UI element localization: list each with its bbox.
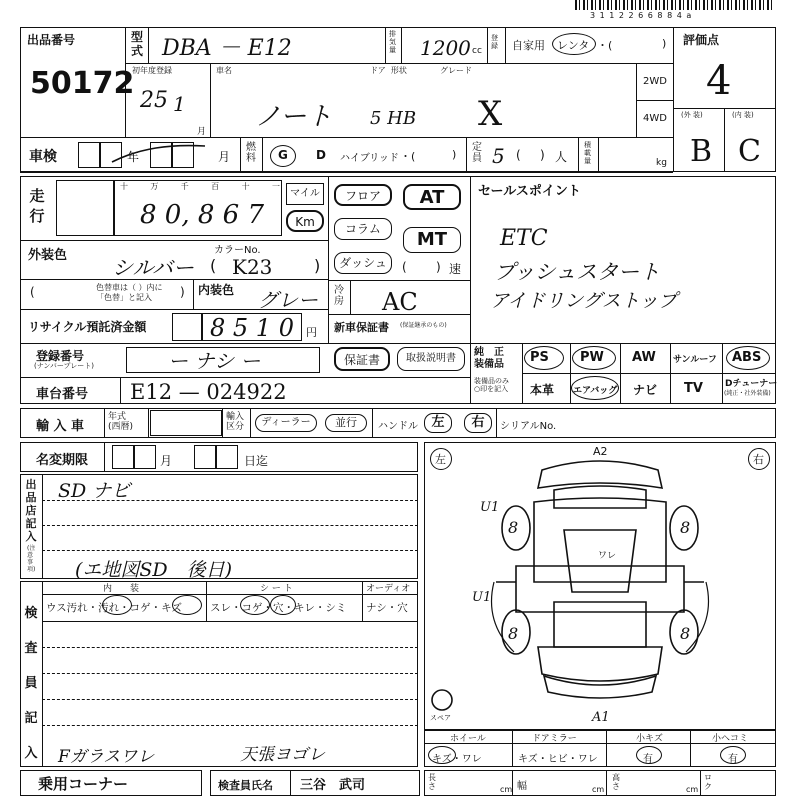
recycle-unit: 円	[306, 326, 317, 339]
equip-sunroof: サンルーフ	[673, 355, 717, 365]
shift-dash: ダッシュ	[334, 252, 392, 274]
table-scratch-value: 有	[643, 754, 653, 765]
mileage-digit-headers: 十 万 千 百 十 一	[120, 182, 280, 191]
recycle-label: リサイクル預託済金額	[28, 320, 147, 334]
interior-color-value: グレー	[258, 288, 318, 312]
exterior-label: (外 装)	[681, 111, 703, 119]
capacity-value: 5	[492, 144, 505, 168]
diagram-wheel-mark-rf: 8	[680, 518, 691, 537]
equipment-label: 純 正 装備品	[474, 347, 504, 370]
inspection-label: 車検	[29, 149, 57, 165]
ac-value: AC	[382, 288, 418, 316]
equip-airbag-circle	[571, 376, 619, 400]
load-unit: kg	[656, 158, 667, 168]
equip-pw-circle	[572, 346, 616, 370]
color-code-value: K23	[232, 255, 273, 279]
diagram-wheel-mark-lr: 8	[508, 624, 519, 643]
ac-label: 冷 房	[334, 285, 344, 307]
equip-pw: PW	[580, 350, 604, 365]
diagram-left-label: 左	[435, 453, 446, 466]
table-wheel-circle	[428, 746, 456, 764]
table-wheel-header: ホイール	[450, 734, 486, 744]
table-dent-header: 小ヘコミ	[712, 734, 749, 744]
check-circle-1	[102, 595, 132, 615]
footer-length-unit: cm	[500, 785, 513, 794]
fuel-d: D	[316, 148, 326, 162]
footer-inspector-name: 三谷 武司	[300, 778, 366, 793]
plate-value: ー ナシ ー	[168, 349, 261, 373]
exterior-value: B	[690, 134, 713, 169]
reguse-private: 自家用	[512, 39, 545, 52]
sales-point-line1: ETC	[500, 226, 548, 251]
mileage-left-box	[56, 180, 114, 236]
check-seat-items: スレ・コゲ・穴・キレ・シミ	[210, 602, 347, 614]
displacement-label: 排 気 量	[389, 30, 396, 54]
import-handle: ハンドル	[378, 421, 418, 432]
recycle-gray-box	[172, 313, 202, 341]
diagram-mark-roof: ワレ	[598, 551, 617, 561]
inspection-month: 月	[218, 150, 231, 164]
name-label: 車名	[216, 66, 232, 75]
check-seat-header: シ ー ト	[260, 584, 293, 594]
check-interior-header: 内 装	[103, 584, 140, 594]
diagram-spare-label: スペア	[430, 714, 451, 722]
color-value: シルバー	[112, 256, 195, 280]
barcode	[575, 0, 775, 10]
reguse-rental: レンタ	[557, 39, 590, 52]
check-interior-items: ウス汚れ・汚れ・コゲ・キズ	[46, 602, 182, 614]
footer-length-label: 長 さ	[428, 773, 436, 791]
mileage-value: 8 0, 8 6 7	[140, 200, 265, 230]
check-circle-3	[240, 595, 270, 615]
fuel-close: )	[452, 148, 457, 161]
table-scratch-circle	[636, 746, 662, 764]
shift-column: コラム	[334, 218, 392, 240]
capacity-open: (	[516, 148, 521, 162]
fuel-label: 燃 料	[246, 142, 256, 164]
equipment-note: 装備品のみ ○印を記入	[474, 377, 509, 393]
notes-line1: SD ナビ	[58, 480, 131, 502]
import-parallel: 並行	[325, 414, 367, 432]
interior-label: (内 装)	[732, 111, 754, 119]
notes-sub: (注意事項)	[27, 545, 36, 573]
first-reg-year: 25	[140, 88, 168, 113]
warranty-manual: 取扱説明書	[397, 347, 465, 371]
chassis-value: E12 — 024922	[130, 380, 287, 404]
equip-tv: TV	[684, 381, 703, 396]
shift-at: AT	[403, 184, 461, 210]
reguse-label: 登 録	[491, 34, 498, 50]
import-year: 年式 (西暦)	[108, 412, 134, 432]
equip-navi: ナビ	[633, 383, 658, 397]
equip-aw: AW	[632, 350, 656, 365]
check-circle-4	[270, 595, 296, 615]
import-label: 輸 入 車	[36, 419, 85, 434]
equip-abs: ABS	[732, 350, 762, 365]
footer-height-unit: cm	[686, 785, 699, 794]
doors-shape-value: 5 HB	[370, 108, 417, 129]
fuel-other: ・(	[400, 150, 416, 163]
diagram-wheel-mark-rr: 8	[680, 624, 691, 643]
footer-lock-label: ロ ク	[704, 773, 712, 791]
table-dent-value: 有	[728, 754, 738, 765]
diagram-mark-front: A2	[593, 445, 608, 458]
color-code-label: カラーNo.	[214, 245, 261, 256]
check-label: 検 査 員 記 入	[24, 606, 38, 761]
equip-dtuner: Dチューナー	[725, 379, 778, 389]
load-label: 積 載 量	[584, 141, 591, 165]
sales-point-line2: プッシュスタート	[494, 260, 661, 284]
shift-mt: MT	[403, 227, 461, 253]
diagram-wheel-mark-lf: 8	[508, 518, 519, 537]
color-code-open: (	[210, 256, 217, 275]
reguse-open: ・(	[597, 39, 613, 52]
drive-4wd: 4WD	[643, 113, 667, 124]
table-scratch-header: 小キズ	[636, 734, 663, 744]
mileage-unit-mile: マイル	[286, 183, 324, 205]
table-wheel-value: キズ・ワレ	[432, 754, 482, 765]
grade-value: X	[478, 94, 503, 134]
fuel-g: G	[278, 148, 288, 162]
mileage-unit-km: Km	[286, 210, 324, 232]
diagram-right-label: 右	[753, 453, 764, 466]
warranty-label: 新車保証書	[334, 321, 389, 334]
import-serial: シリアルNo.	[500, 421, 557, 432]
import-dealer: ディーラー	[255, 414, 317, 432]
name-change-month: 月	[160, 454, 173, 468]
notes-label: 出 品 店 記 入	[25, 478, 37, 543]
table-mirror-header: ドアミラー	[532, 734, 577, 744]
footer-inspector-label: 検査員氏名	[218, 779, 273, 792]
plate-label: 登録番号	[36, 349, 85, 363]
first-reg-label: 初年度登録	[132, 66, 172, 75]
lot-label: 出品番号	[27, 33, 76, 47]
footer-height-label: 高 さ	[612, 773, 620, 791]
fuel-hybrid: ハイブリッド	[340, 153, 399, 164]
equip-airbag: エアバッグ	[573, 386, 618, 396]
score-value: 4	[706, 58, 732, 104]
color-change-note: 色替車は（ ）内に 「色替」と記入	[96, 283, 163, 302]
color-change-open: (	[30, 285, 35, 299]
import-right: 右	[464, 413, 492, 433]
import-left: 左	[424, 413, 452, 433]
doors-shape-label: ドア 形状	[370, 66, 407, 75]
sales-point-line3: アイドリングストップ	[490, 290, 678, 312]
reguse-close: )	[662, 37, 667, 50]
first-reg-month-unit: 月	[197, 127, 207, 137]
capacity-label: 定 員	[472, 142, 482, 164]
color-code-close: )	[314, 256, 321, 275]
warranty-hosho: 保証書	[334, 347, 390, 371]
shift-speed-open: (	[402, 260, 407, 274]
name-change-label: 名変期限	[36, 453, 89, 468]
check-audio-header: オーディオ	[366, 584, 411, 594]
first-reg-month: 1	[173, 92, 186, 116]
footer-width-unit: cm	[592, 785, 605, 794]
recycle-value: 8 5 1 0	[210, 314, 294, 342]
equip-leather: 本革	[530, 383, 555, 397]
shift-speed-unit: 速	[449, 262, 462, 276]
name-change-day: 日迄	[244, 454, 269, 468]
check-note1: Fガラスワレ	[58, 747, 155, 767]
drive-2wd: 2WD	[643, 76, 667, 87]
color-change-close: )	[180, 285, 185, 299]
diagram-mark-rear: A1	[592, 710, 610, 725]
model-value: DBA － E12	[162, 36, 292, 61]
diagram-mark-left-front: U1	[480, 500, 500, 515]
model-label: 型 式	[130, 30, 143, 58]
check-note2: 天張ヨゴレ	[240, 745, 325, 765]
interior-color-label: 内装色	[198, 283, 235, 297]
barcode-number: 3 1 1 2 2 6 6 8 8 4 a	[590, 11, 693, 20]
footer-corner-label: 乗用コーナー	[38, 775, 129, 793]
name-value: ノート	[255, 102, 333, 132]
table-mirror-value: キズ・ヒビ・ワレ	[518, 754, 598, 765]
table-dent-circle	[720, 746, 746, 764]
equip-dtuner-note: (純正・社外装備)	[724, 390, 771, 397]
inspection-year: 年	[127, 150, 140, 164]
equip-ps-circle	[524, 346, 564, 370]
shift-speed-close: )	[436, 260, 441, 274]
grade-label: グレード	[440, 66, 472, 75]
interior-value: C	[738, 134, 761, 169]
equip-ps: PS	[530, 350, 549, 365]
inspection-strike	[110, 140, 210, 170]
sales-point-label: セールスポイント	[478, 184, 581, 199]
plate-sub: (ナンバープレート)	[34, 362, 94, 370]
import-div: 輸入 区分	[226, 412, 245, 432]
check-circle-2	[172, 595, 202, 615]
warranty-sub: (保証継承のもの)	[400, 322, 447, 329]
displacement-unit: cc	[472, 46, 482, 56]
check-audio-items: ナシ・穴	[366, 602, 408, 614]
shift-floor: フロア	[334, 184, 392, 206]
diagram-mark-left-rear: U1	[472, 590, 492, 605]
score-label: 評価点	[683, 33, 720, 47]
footer-width-label: 幅	[517, 781, 527, 792]
capacity-close: )	[540, 148, 545, 162]
equip-abs-circle	[726, 346, 770, 370]
chassis-label: 車台番号	[36, 387, 89, 402]
mileage-label: 走 行	[29, 187, 45, 225]
notes-line2: (エ地図SD 後日)	[75, 559, 233, 581]
displacement-value: 1200	[420, 36, 471, 60]
color-label: 外装色	[28, 248, 68, 263]
lot-number: 50172	[30, 66, 135, 101]
capacity-unit: 人	[555, 150, 568, 164]
car-diagram	[424, 442, 776, 730]
